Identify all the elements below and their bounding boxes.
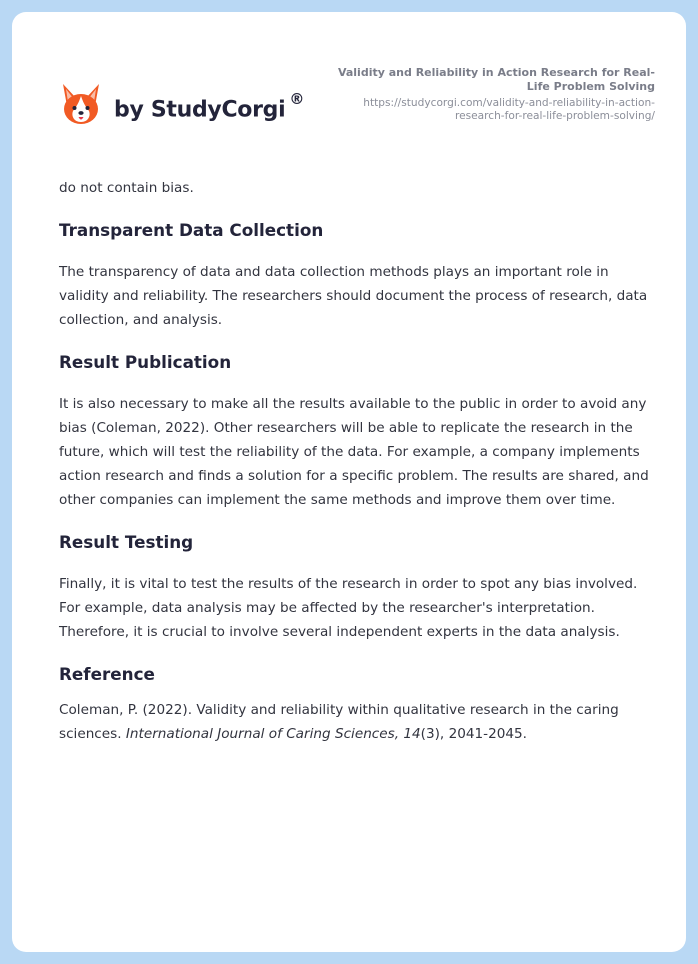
section-heading: Transparent Data Collection — [59, 220, 324, 240]
section-heading: Result Publication — [59, 352, 232, 372]
document-page — [12, 12, 686, 952]
registered-mark: ® — [289, 89, 305, 108]
citation-start: Coleman, P. (2022). Validity and reliability within qualitative research in the caring sciences. — [59, 702, 619, 742]
section-text: Finally, it is vital to test the results of the research in order to spot any bias involved. For example, data analysis may be affected by the researcher's interpretation. Therefore, it is crucial to involve several independent experts in the data analysis. — [59, 576, 638, 640]
document-body — [59, 176, 659, 746]
studycorgi-logo[interactable] — [60, 76, 304, 136]
document-meta — [315, 66, 655, 123]
brand-name: by StudyCorgi ® — [114, 89, 305, 123]
reference-citation — [59, 698, 659, 746]
document-title: Validity and Reliability in Action Research for Real-Life Problem Solving — [337, 66, 655, 93]
section-text: The transparency of data and data collection methods plays an important role in validity and reliability. The researchers should document the process of research, data collection, and analysis. — [59, 264, 648, 328]
reference-heading: Reference — [59, 664, 155, 684]
section-text: It is also necessary to make all the results available to the public in order to avoid any bias (Coleman, 2022). Other researchers will be able to replicate the research in the future, which will test the reliability of the data. For example, a company implements action research and finds a solution for a specific problem. The results are shared, and other companies can implement the same methods and improve them over time. — [59, 396, 649, 508]
citation-end: (3), 2041-2045. — [420, 726, 527, 742]
intro-text: do not contain bias. — [59, 180, 194, 196]
journal-title: International Journal of Caring Sciences, 14 — [125, 726, 421, 742]
corgi-icon — [60, 82, 102, 130]
section-heading: Result Testing — [59, 532, 194, 552]
document-url[interactable]: https://studycorgi.com/validity-and-reliability-in-action-research-for-real-life-problem-solving/ — [363, 97, 655, 122]
